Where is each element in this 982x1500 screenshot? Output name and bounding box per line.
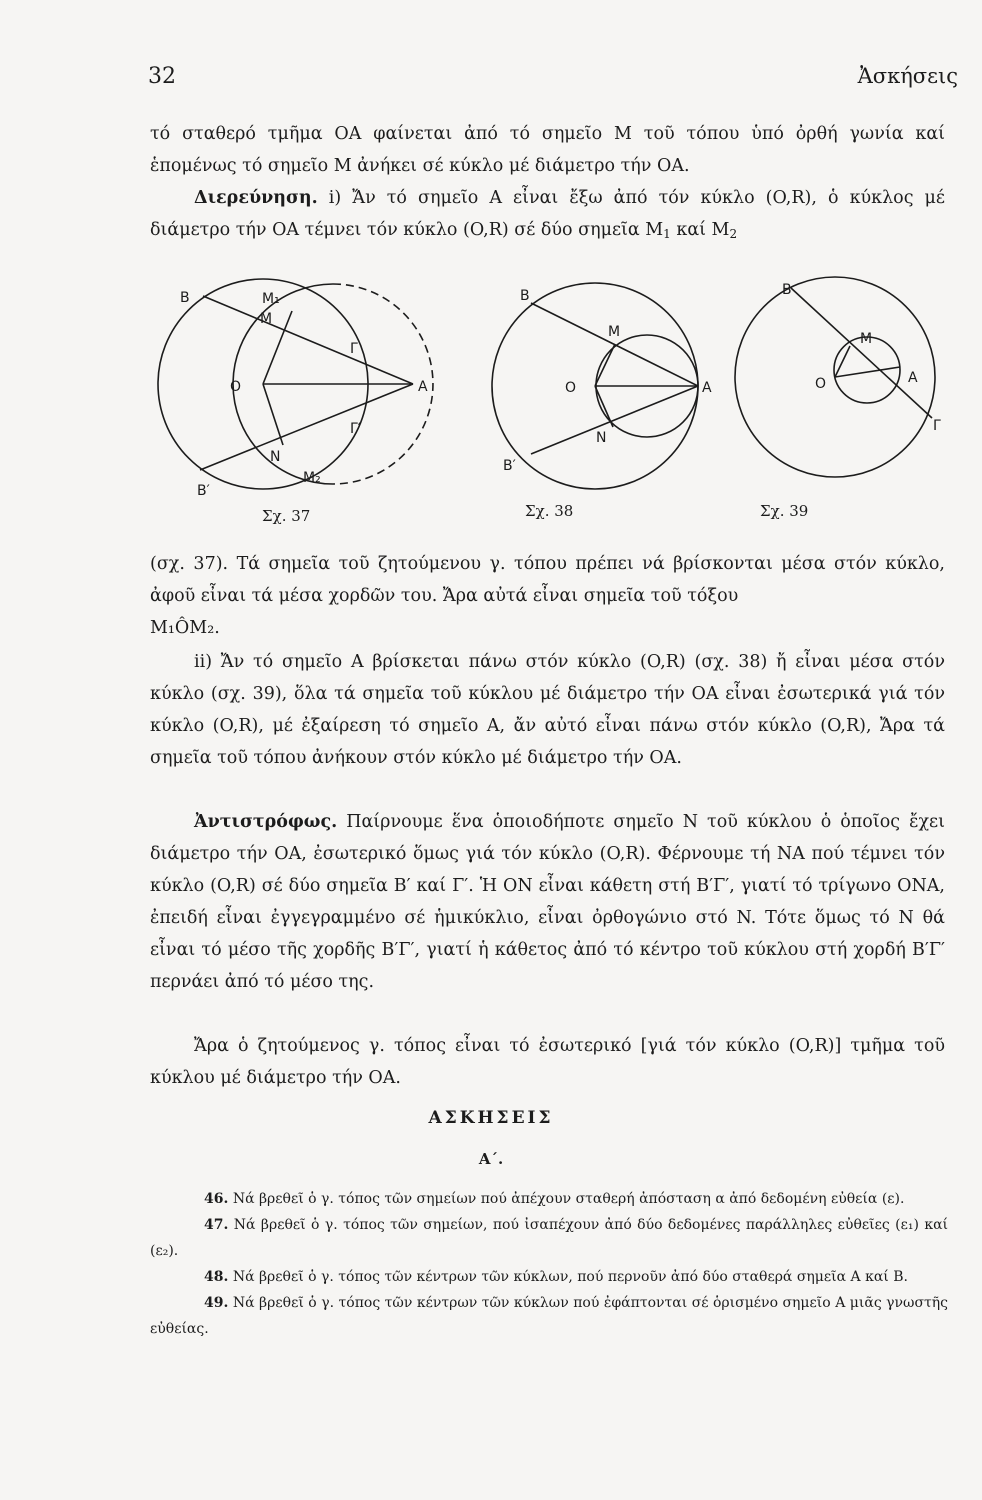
paragraph-case-ii-text: ii) Ἄν τό σημεῖο Α βρίσκεται πάνω στόν κύκλο (O,R) (σχ. 38) ἤ εἶναι μέσα στόν κύκλο (σχ. 39), ὅλα τά σημεῖα τοῦ κύκλου μέ διάμετρο τήν ΟΑ εἶναι ἐσωτερικά γιά τόν κύκλο (O,R), μέ ἐξαίρεση τό σημεῖο Α, ἄν αὐτό εἶναι πάνω στόν κύκλο (O,R), Ἄρα τά σημεῖα τοῦ τόπου ἀνήκουν στόν κύκλο μέ διάμετρο τήν ΟΑ. — [150, 652, 945, 768]
fig38-labels — [503, 288, 712, 520]
paragraph-intro-text: τό σταθερό τμῆμα ΟΑ φαίνεται ἀπό τό σημεῖο Μ τοῦ τόπου ὑπό ὀρθή γωνία καί ἑπομένως τό σημεῖο Μ ἀνήκει σέ κύκλο μέ διάμετρο τήν ΟΑ. — [150, 124, 945, 176]
figure-38-drawing — [492, 283, 698, 489]
fig37-label-O: O — [230, 379, 242, 395]
fig37-label-N: N — [270, 449, 281, 465]
fig38-label-A: A — [702, 380, 712, 396]
subscript-2: 2 — [729, 227, 738, 241]
fig38-chord-B2A — [531, 386, 698, 454]
paragraph-converse — [150, 806, 945, 998]
arc-notation: M₁ÔM₂. — [150, 618, 220, 638]
paragraph-conclusion-text: Ἄρα ὁ ζητούμενος γ. τόπος εἶναι τό ἐσωτερικό [γιά τόν κύκλο (O,R)] τμῆμα τοῦ κύκλου μέ διάμετρο τήν ΟΑ. — [150, 1036, 945, 1088]
exercise-number: 48. — [204, 1269, 229, 1285]
fig37-segment-ON — [263, 384, 283, 445]
fig37-label-G: Γ — [350, 341, 358, 357]
paragraph-arc-text — [150, 548, 945, 644]
fig37-secant-B2G2 — [200, 384, 413, 470]
exercise-text: Νά βρεθεῖ ὁ γ. τόπος τῶν σημείων, πού ἰσαπέχουν ἀπό δύο δεδομένες παράλληλες εὐθεῖες (ε₁) καί (ε₂). — [150, 1217, 949, 1259]
fig39-label-O: O — [815, 376, 827, 392]
figure-37-drawing — [158, 279, 433, 489]
fig38-segment-ON — [595, 386, 613, 427]
subscript-1: 1 — [663, 227, 671, 241]
running-title: Ἀσκήσεις — [857, 64, 958, 88]
fig39-chord-BG — [791, 288, 932, 418]
paragraph-arc-body: (σχ. 37). Τά σημεῖα τοῦ ζητούμενου γ. τόπου πρέπει νά βρίσκονται μέσα στόν κύκλο, ἀφοῦ εἶναι τά μέσα χορδῶν του. Ἄρα αὐτά εἶναι σημεῖα τοῦ τόξου — [150, 554, 945, 606]
exercise-text: Νά βρεθεῖ ὁ γ. τόπος τῶν κέντρων τῶν κύκλων πού ἐφάπτονται σέ ὁρισμένο σημεῖο Α μιᾶς γνωστῆς εὐθείας. — [150, 1295, 949, 1337]
exercise-item — [150, 1290, 948, 1342]
paragraph-conclusion — [150, 1030, 945, 1094]
page-number: 32 — [148, 64, 176, 89]
discussion-text-a: i) Ἄν τό σημεῖο Α εἶναι ἔξω ἀπό τόν κύκλο (O,R), ὁ κύκλος μέ διάμετρο τήν ΟΑ τέμνει τόν κύκλο (O,R) σέ δύο σημεῖα M — [150, 188, 945, 240]
fig37-label-A: A — [418, 379, 428, 395]
discussion-label: Διερεύνηση. — [194, 188, 318, 208]
fig37-label-G2: Γ′ — [350, 421, 361, 437]
fig38-chord-BA — [531, 303, 698, 386]
converse-body: Παίρνουμε ἕνα ὁποιοδήποτε σημεῖο N τοῦ κύκλου ὁ ὁποῖος ἔχει διάμετρο τήν ΟΑ, ἐσωτερικό ὅμως γιά τόν κύκλο (O,R). Φέρνουμε τή ΝΑ πού τέμνει τόν κύκλο (O,R) σέ δύο σημεῖα B′ καί Γ′. Ἡ ON εἶναι κάθετη στή B′Γ′, γιατί τό τρίγωνο ONA, ἐπειδή εἶναι ἐγγεγραμμένο σέ ἡμικύκλιο, εἶναι ὀρθογώνιο στό N. Τότε ὅμως τό N θά εἶναι τό μέσο τῆς χορδῆς B′Γ′, γιατί ἡ κάθετος ἀπό τό κέντρο τοῦ κύκλου στή χορδή B′Γ′ περνάει ἀπό τό μέσο της. — [150, 812, 945, 992]
paragraph-intro — [150, 118, 945, 182]
fig38-segment-OM — [595, 344, 615, 386]
fig37-label-M1: M₁ — [262, 291, 280, 307]
fig37-caption: Σχ. 37 — [262, 507, 311, 525]
exercises-heading: ΑΣΚΗΣΕΙΣ — [428, 1108, 554, 1128]
exercise-item — [150, 1264, 948, 1290]
fig39-caption: Σχ. 39 — [760, 502, 809, 520]
fig39-segment-OA — [835, 367, 900, 377]
fig39-segment-OM — [835, 346, 850, 377]
fig38-label-M: M — [608, 324, 621, 340]
exercises-subheading: Α΄. — [478, 1150, 504, 1168]
fig37-label-M: M — [260, 311, 273, 327]
fig38-caption: Σχ. 38 — [525, 502, 574, 520]
figure-39-drawing — [735, 277, 935, 477]
fig37-label-M2: M₂ — [303, 470, 321, 486]
paragraph-discussion — [150, 182, 945, 250]
exercise-number: 47. — [204, 1217, 229, 1233]
discussion-text-b: καί M — [670, 220, 730, 240]
fig39-label-A: A — [908, 370, 918, 386]
page-header — [148, 64, 958, 96]
fig37-label-B: B — [180, 290, 190, 306]
fig38-label-B2: B′ — [503, 458, 516, 474]
fig37-labels — [180, 290, 428, 525]
paragraph-discussion-text — [150, 182, 945, 250]
exercise-number: 46. — [204, 1191, 229, 1207]
exercise-text: Νά βρεθεῖ ὁ γ. τόπος τῶν σημείων πού ἀπέχουν σταθερή ἀπόσταση α ἀπό δεδομένη εὐθεία (ε). — [232, 1191, 905, 1207]
exercise-item — [150, 1212, 948, 1264]
fig39-label-M: M — [860, 331, 873, 347]
paragraph-arc — [150, 548, 945, 644]
converse-label: Ἀντιστρόφως. — [194, 812, 338, 832]
figures-37-39 — [150, 270, 950, 528]
exercise-item — [150, 1186, 948, 1212]
fig39-label-B: B — [782, 282, 792, 298]
paragraph-case-ii — [150, 646, 945, 774]
fig38-label-B: B — [520, 288, 530, 304]
fig38-label-O: O — [565, 380, 577, 396]
paragraph-converse-text — [150, 806, 945, 998]
exercise-list — [150, 1186, 948, 1342]
exercise-number: 49. — [204, 1295, 229, 1311]
fig38-label-N: N — [596, 430, 607, 446]
exercise-text: Νά βρεθεῖ ὁ γ. τόπος τῶν κέντρων τῶν κύκλων, πού περνοῦν ἀπό δύο σταθερά σημεῖα Α καί Β. — [232, 1269, 908, 1285]
fig39-label-G: Γ — [933, 418, 941, 434]
fig37-label-B2: B′ — [197, 483, 210, 499]
